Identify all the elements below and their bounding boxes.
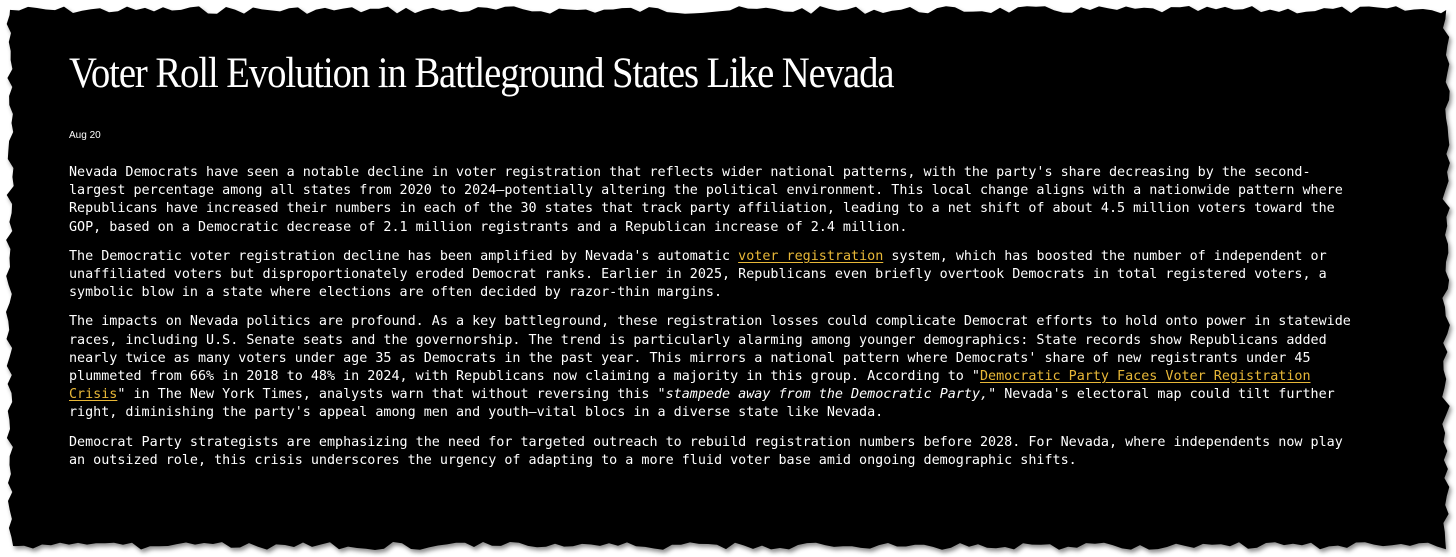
paragraph-2-text-end: system, which has boosted the number of independent or unaffiliated voters but disproportionately eroded Democrat ranks. Earlier in 2025, Republicans even briefly overtook Democrats in total registered voters, a symbolic blow in a state where elections are often decided by razor-thin margins. [69,248,1327,301]
paragraph-3-text-middle: " in The New York Times, analysts warn that without reversing this " [117,387,666,403]
article-body [69,164,1359,470]
paragraph-2 [69,248,1359,303]
article-content [69,48,1359,481]
paragraph-3-text-end: " Nevada's electoral map could tilt further right, diminishing the party's appeal among men and youth—vital blocs in a diverse state like Nevada. [69,387,1335,421]
article-date: Aug 20 [69,130,101,141]
paragraph-4: Democrat Party strategists are emphasizing the need for targeted outreach to rebuild registration numbers before 2028. For Nevada, where independents now play an outsized role, this crisis underscores the urgency of adapting to a more fluid voter base amid ongoing demographic shifts. [69,434,1343,468]
stampede-quote: stampede away from the Democratic Party, [665,387,989,403]
nyt-article-link[interactable]: Democratic Party Faces Voter Registration Crisis [69,369,1311,403]
paragraph-3-text-start: The impacts on Nevada politics are profound. As a key battleground, these registration losses could complicate Democrat efforts to hold onto power in statewide races, including U.S. Senate seats and the governorship. The trend is particularly alarming among younger demographics: State records show Republicans added nearly twice as many voters under age 35 as Democrats in the past year. This mirrors a national pattern where Democrats' share of new registrants under 45 plummeted from 66% in 2018 to 48% in 2024, with Republicans now claiming a majority in this group. According to " [69,314,1351,385]
paragraph-3 [69,313,1359,422]
paragraph-2-text-start: The Democratic voter registration decline has been amplified by Nevada's automatic [69,248,739,264]
paragraph-1: Nevada Democrats have seen a notable decline in voter registration that reflects wider national patterns, with the party's share decreasing by the second-largest percentage among all states from 2020 to 2024—potentially altering the political environment. This local change aligns with a nationwide pattern where Republicans have increased their numbers in each of the 30 states that track party affiliation, leading to a net shift of about 4.5 million voters toward the GOP, based on a Democratic decrease of 2.1 million registrants and a Republican increase of 2.4 million. [69,165,1343,235]
article-title: Voter Roll Evolution in Battleground States Like Nevada [69,50,894,97]
voter-registration-link[interactable]: voter registration [738,248,884,264]
